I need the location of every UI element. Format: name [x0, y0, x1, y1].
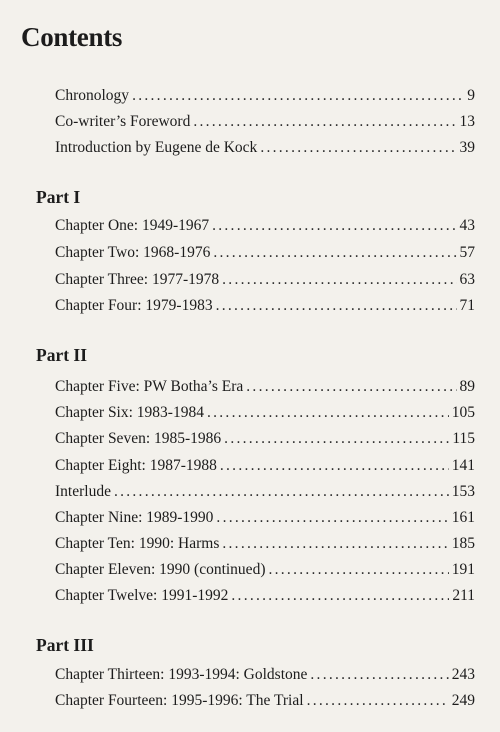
toc-entry[interactable] [55, 242, 475, 264]
dot-leader [307, 690, 449, 712]
toc-entry[interactable] [55, 690, 475, 712]
toc-entry[interactable] [55, 455, 475, 477]
toc-entry[interactable] [55, 269, 475, 291]
toc-entry-page: 211 [452, 587, 475, 604]
toc-entry-label: Co-writer’s Foreword [55, 113, 191, 130]
toc-entry-page: 185 [451, 535, 475, 552]
dot-leader [213, 242, 456, 264]
toc-entry-page: 63 [459, 271, 475, 288]
part-heading: Part I [36, 187, 81, 207]
toc-entry-label: Chapter Five: PW Botha’s Era [55, 378, 244, 395]
dot-leader [310, 664, 448, 686]
dot-leader [216, 295, 457, 317]
toc-entry[interactable] [55, 376, 475, 398]
toc-entry-page: 9 [467, 87, 475, 104]
toc-entry[interactable] [55, 481, 475, 503]
toc-entry-label: Chapter Fourteen: 1995-1996: The Trial [55, 692, 304, 709]
toc-entry-page: 43 [459, 217, 475, 234]
dot-leader [246, 376, 456, 398]
toc-entry-label: Chapter Four: 1979-1983 [55, 297, 213, 314]
dot-leader [260, 137, 456, 159]
dot-leader [114, 481, 449, 503]
toc-entry-page: 115 [452, 430, 475, 447]
dot-leader [216, 507, 448, 529]
dot-leader [231, 585, 449, 607]
toc-entry-label: Chapter Two: 1968-1976 [55, 244, 211, 261]
toc-entry[interactable] [55, 137, 475, 159]
toc-entry[interactable] [55, 507, 475, 529]
toc-entry-page: 71 [459, 297, 475, 314]
toc-entry-page: 243 [451, 666, 475, 683]
part-heading: Part II [36, 345, 88, 365]
toc-entry[interactable] [55, 428, 475, 450]
toc-entry[interactable] [55, 85, 475, 107]
toc-entry[interactable] [55, 295, 475, 317]
dot-leader [268, 559, 448, 581]
dot-leader [220, 455, 449, 477]
toc-entry-page: 153 [451, 483, 475, 500]
dot-leader [222, 269, 456, 291]
toc-entry-page: 57 [459, 244, 475, 261]
toc-entry-page: 89 [459, 378, 475, 395]
toc-entry-label: Chapter Three: 1977-1978 [55, 271, 220, 288]
dot-leader [207, 402, 449, 424]
dot-leader [193, 111, 456, 133]
toc-entry[interactable] [55, 111, 475, 133]
page-title: Contents [21, 22, 123, 52]
toc-entry-page: 39 [459, 139, 475, 156]
toc-entry-page: 13 [459, 113, 475, 130]
toc-entry-label: Chapter One: 1949-1967 [55, 217, 210, 234]
toc-entry-label: Chapter Nine: 1989-1990 [55, 509, 214, 526]
toc-entry[interactable] [55, 215, 475, 237]
toc-entry-page: 249 [451, 692, 475, 709]
toc-entry-page: 191 [451, 561, 475, 578]
toc-entry-label: Chapter Thirteen: 1993-1994: Goldstone [55, 666, 308, 683]
part-heading: Part III [36, 635, 94, 655]
toc-entry[interactable] [55, 533, 475, 555]
dot-leader [224, 428, 449, 450]
toc-entry-label: Interlude [55, 483, 111, 500]
dot-leader [222, 533, 448, 555]
dot-leader [132, 85, 464, 107]
toc-entry-label: Chapter Twelve: 1991-1992 [55, 587, 229, 604]
toc-entry-page: 141 [451, 457, 475, 474]
toc-entry-label: Chapter Eleven: 1990 (continued) [55, 561, 266, 578]
toc-entry-page: 105 [451, 404, 475, 421]
toc-entry-label: Chapter Ten: 1990: Harms [55, 535, 220, 552]
toc-entry[interactable] [55, 664, 475, 686]
toc-entry-label: Chronology [55, 87, 130, 104]
toc-entry[interactable] [55, 559, 475, 581]
toc-entry-label: Chapter Seven: 1985-1986 [55, 430, 222, 447]
toc-entry[interactable] [55, 402, 475, 424]
toc-entry-label: Introduction by Eugene de Kock [55, 139, 258, 156]
toc-entry-label: Chapter Six: 1983-1984 [55, 404, 204, 421]
toc-entry-page: 161 [451, 509, 475, 526]
toc-entry[interactable] [55, 585, 475, 607]
dot-leader [212, 215, 456, 237]
toc-entry-label: Chapter Eight: 1987-1988 [55, 457, 217, 474]
